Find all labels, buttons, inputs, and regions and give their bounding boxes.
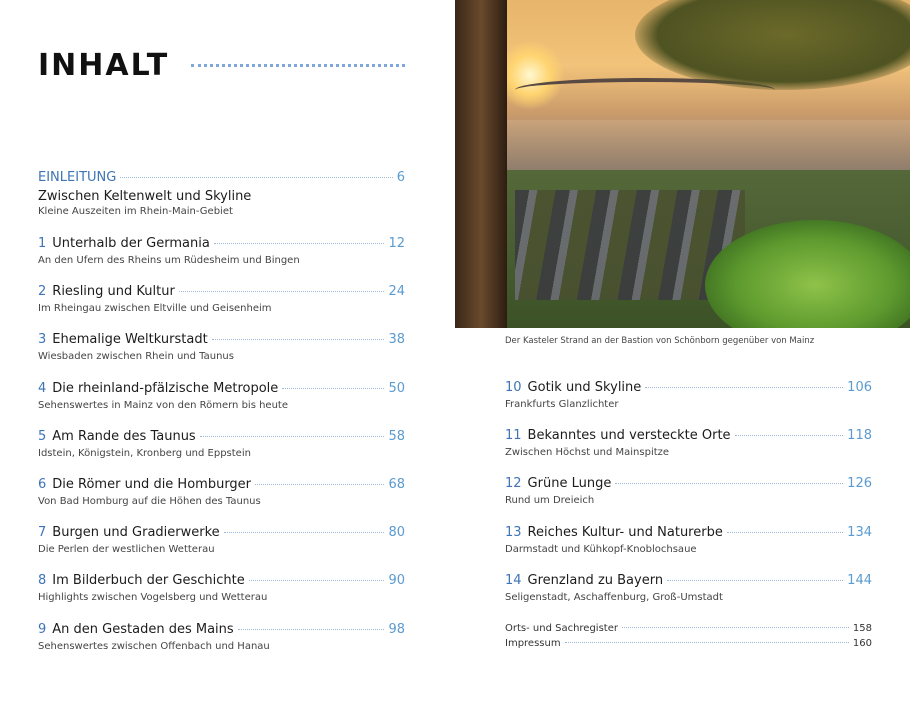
chapter-subtitle: Sehenswertes zwischen Offenbach und Hanau [38, 640, 270, 652]
chapter-subtitle: Seligenstadt, Aschaffenburg, Groß-Umstadt [505, 591, 723, 603]
chapter-subtitle: Idstein, Königstein, Kronberg und Eppstein [38, 447, 251, 459]
chapter-title: Die rheinland-pfälzische Metropole [52, 380, 279, 396]
chapter-subtitle: Highlights zwischen Vogelsberg und Wetterau [38, 592, 268, 604]
dot-leader [212, 339, 385, 340]
chapter-number: 6 [38, 477, 47, 492]
chapter-number: 9 [38, 621, 47, 637]
chapter-number: 14 [505, 572, 522, 588]
title-divider [191, 64, 405, 70]
chapter-number: 5 [38, 428, 47, 444]
tree-trunk [455, 0, 507, 328]
chapter-title: An den Gestaden des Mains [52, 621, 234, 637]
page-number: 50 [388, 380, 405, 396]
toc-chapter-5[interactable] [38, 429, 405, 460]
page-number: 134 [847, 524, 872, 540]
appendix-item[interactable] [505, 638, 872, 653]
dot-leader [667, 580, 843, 581]
chapter-title: Riesling und Kultur [52, 284, 175, 300]
chapter-title: Burgen und Gradierwerke [52, 525, 220, 541]
dot-leader [565, 642, 849, 643]
page-number: 118 [847, 428, 872, 444]
foliage [635, 0, 910, 90]
river [507, 120, 910, 170]
toc-chapter-7[interactable] [38, 525, 405, 556]
appendix-title: Impressum [505, 638, 561, 649]
photo-kasteler-strand [455, 0, 910, 328]
toc-chapter-12[interactable] [505, 476, 872, 507]
chapter-number: 1 [38, 236, 47, 251]
page-number: 24 [388, 284, 405, 300]
chapter-title: Gotik und Skyline [527, 380, 642, 395]
dot-leader [224, 532, 385, 533]
toc-chapter-8[interactable] [38, 573, 405, 604]
toc-chapter-10[interactable] [505, 380, 872, 411]
chapter-subtitle: Rund um Dreieich [505, 495, 595, 507]
page-number: 144 [847, 572, 872, 588]
dot-leader [120, 177, 392, 178]
chapter-title: Grüne Lunge [527, 476, 612, 492]
chapter-number: 12 [505, 476, 522, 492]
chapter-title: Unterhalb der Germania [52, 236, 210, 251]
dot-leader [238, 629, 385, 630]
toc-chapter-3[interactable] [38, 332, 405, 363]
toc-chapter-14[interactable] [505, 573, 872, 604]
toc-intro[interactable] [38, 170, 405, 218]
toc-chapter-4[interactable] [38, 381, 405, 412]
dot-leader [615, 483, 843, 484]
chapter-number: 13 [505, 524, 522, 540]
chapter-number: 7 [38, 525, 47, 541]
chapter-title: Im Bilderbuch der Geschichte [52, 573, 245, 589]
page-number: 58 [388, 428, 405, 444]
dot-leader [249, 580, 385, 581]
chapter-subtitle: Zwischen Höchst und Mainspitze [505, 447, 670, 459]
dot-leader [727, 532, 843, 533]
toc-chapter-2[interactable] [38, 284, 405, 315]
dot-leader [255, 484, 384, 485]
page-number: 6 [396, 170, 405, 185]
chapter-number: 2 [38, 284, 47, 300]
page-number: 160 [852, 638, 872, 649]
chapter-number: 4 [38, 380, 47, 396]
dot-leader [645, 387, 843, 388]
chapter-title: Grenzland zu Bayern [527, 572, 664, 588]
dot-leader [735, 435, 844, 436]
intro-title: Zwischen Keltenwelt und Skyline [38, 189, 252, 204]
dot-leader [622, 627, 849, 628]
chapter-title: Am Rande des Taunus [52, 428, 196, 444]
chapter-subtitle: Die Perlen der westlichen Wetterau [38, 544, 215, 556]
dot-leader [214, 243, 385, 244]
page-title: INHALT [38, 48, 170, 83]
appendix-title: Orts- und Sachregister [505, 623, 618, 634]
chapter-number: 8 [38, 573, 47, 589]
toc-chapter-1[interactable] [38, 236, 405, 267]
page-number: 90 [388, 573, 405, 589]
chapter-title: Die Römer und die Homburger [52, 477, 252, 492]
appendix-item[interactable] [505, 623, 872, 638]
dot-leader [282, 388, 384, 389]
chapter-number: 11 [505, 428, 522, 444]
toc-chapter-11[interactable] [505, 428, 872, 459]
page-number: 98 [388, 621, 405, 637]
intro-label: EINLEITUNG [38, 170, 117, 185]
page-number: 80 [388, 525, 405, 541]
page-number: 38 [388, 332, 405, 348]
toc-chapter-6[interactable] [38, 477, 405, 508]
chapter-title: Reiches Kultur- und Naturerbe [527, 524, 723, 540]
page-number: 126 [847, 476, 872, 492]
page-number: 68 [388, 477, 405, 492]
chapter-subtitle: Frankfurts Glanzlichter [505, 399, 619, 410]
toc-chapter-13[interactable] [505, 525, 872, 556]
toc-appendix [505, 623, 872, 653]
toc-chapter-9[interactable] [38, 622, 405, 653]
page-number: 158 [852, 623, 872, 634]
chapter-subtitle: An den Ufern des Rheins um Rüdesheim und Bingen [38, 255, 300, 266]
photo-caption: Der Kasteler Strand an der Bastion von Schönborn gegenüber von Mainz [505, 336, 815, 346]
chapter-title: Bekanntes und versteckte Orte [527, 428, 731, 444]
chapter-title: Ehemalige Weltkurstadt [52, 332, 208, 348]
chapter-subtitle: Von Bad Homburg auf die Höhen des Taunus [38, 496, 261, 507]
chapter-subtitle: Wiesbaden zwischen Rhein und Taunus [38, 351, 234, 363]
page-number: 106 [847, 380, 872, 395]
chapter-subtitle: Darmstadt und Kühkopf-Knoblochsaue [505, 543, 697, 555]
chapter-number: 10 [505, 380, 522, 395]
chapter-subtitle: Im Rheingau zwischen Eltville und Geisenheim [38, 303, 272, 315]
page-number: 12 [388, 236, 405, 251]
intro-subtitle: Kleine Auszeiten im Rhein-Main-Gebiet [38, 206, 233, 217]
dot-leader [179, 291, 385, 292]
chapter-subtitle: Sehenswertes in Mainz von den Römern bis heute [38, 399, 288, 411]
chapter-number: 3 [38, 332, 47, 348]
dot-leader [200, 436, 385, 437]
